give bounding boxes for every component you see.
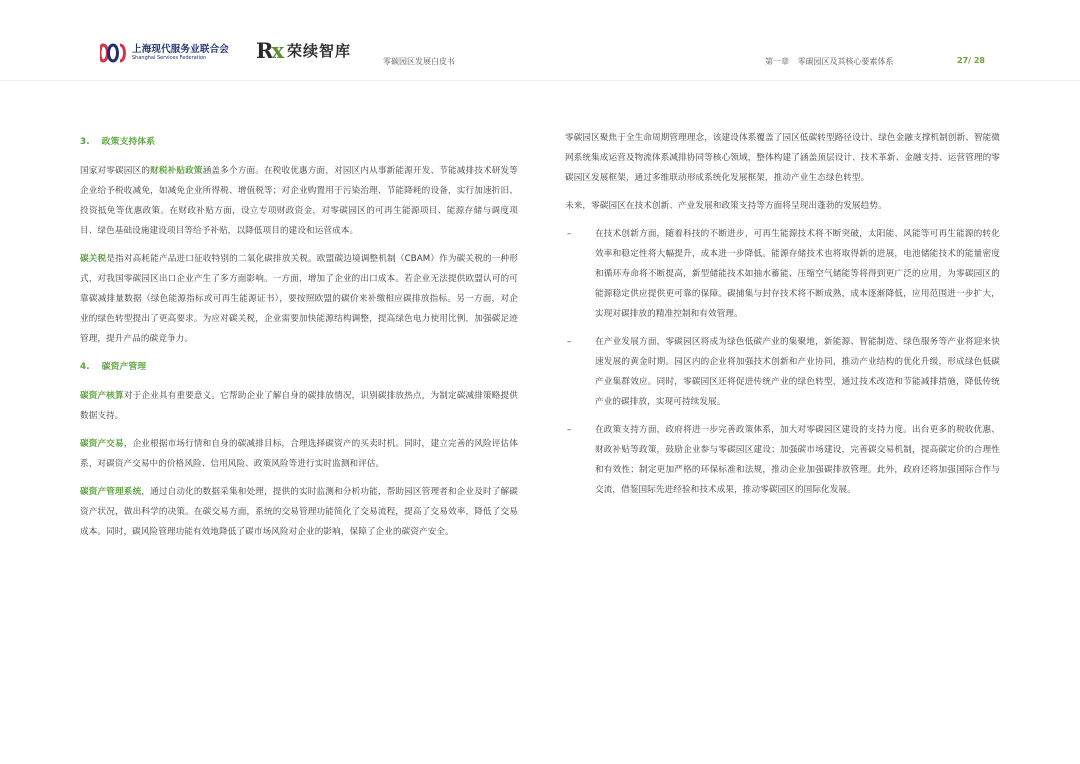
paragraph-lifecycle: 零碳园区聚焦于全生命周期管理理念，该建设体系覆盖了园区低碳转型路径设计、绿色金融支撑机制创新、智能微网系统集成运营及物流体系减排协同等核心领域，整体构建了涵盖顶层设计、技术革新、金融支持、运营管理的零碳园区发展框架，通过多维联动形成系统化发展框架，推动产业生态绿色转型。 — [565, 133, 1000, 183]
paragraph-carbon-trading: 碳资产交易，企业根据市场行情和自身的碳减排目标，合理选择碳资产的买卖时机。同时，建立完善的风险评估体系，对碳资产交易中的价格风险、信用风险、政策风险等进行实时监测和评估。 — [80, 439, 518, 469]
keyword-carbon-trading: 碳资产交易 — [80, 439, 124, 449]
header-divider — [0, 80, 1080, 81]
paragraph-fiscal-subsidy: 国家对零碳园区的财税补贴政策涵盖多个方面。在税收优惠方面，对园区内从事新能源开发、节能减排技术研发等企业给予税收减免，如减免企业所得税、增值税等；对企业购置用于污染治理、节能降耗的设备，实行加速折旧、投资抵免等优惠政策。在财政补贴方面，设立专项财政资金，对零碳园区的可再生能源项目、能源存储与调度项目、绿色基础设施建设项目等给予补贴，以降低项目的建设和运营成本。 — [80, 166, 518, 236]
page-number: 27/ 28 — [957, 56, 985, 65]
logo1-english-name: Shanghai Services Federation — [132, 55, 207, 62]
paragraph-carbon-system: 碳资产管理系统，通过自动化的数据采集和处理，提供的实时监测和分析功能，帮助园区管理者和企业及时了解碳资产状况，做出科学的决策。在碳交易方面，系统的交易管理功能简化了交易流程，提高了交易效率，降低了交易成本。同时，碳风险管理功能有效地降低了碳市场风险对企业的影响，保障了企业的碳资产安全。 — [80, 487, 518, 537]
paragraph-future-trends: 未来，零碳园区在技术创新、产业发展和政策支持等方面将呈现出蓬勃的发展趋势。 — [565, 201, 887, 211]
document-title: 零碳园区发展白皮书 — [383, 57, 455, 66]
paragraph-carbon-tariff: 碳关税是指对高耗能产品进口征收特别的二氧化碳排放关税。欧盟碳边境调整机制（CBAM）作为碳关税的一种形式，对我国零碳园区出口企业产生了多方面影响。一方面，增加了企业的出口成本。若企业无法提供欧盟认可的可靠碳减排量数据（绿色能源指标或可再生能源证书），要按照欧盟的碳价来补缴相应碳排放指标。另一方面，对企业的绿色转型提出了更高要求。为应对碳关税，企业需要加快能源结构调整，提高绿色电力使用比例，加强碳足迹管理，提升产品的碳竞争力。 — [80, 254, 518, 344]
rongxu-think-tank-logo — [256, 38, 351, 63]
chapter-title: 第一章 零碳园区及其核心要素体系 — [765, 57, 894, 66]
paragraph-carbon-accounting: 碳资产核算对于企业具有重要意义。它帮助企业了解自身的碳排放情况，识别碳排放热点，为制定碳减排策略提供数据支持。 — [80, 391, 518, 421]
list-item-policy-support: – 在政策支持方面，政府将进一步完善政策体系，加大对零碳园区建设的支持力度。出台更多的税收优惠、财政补贴等政策，鼓励企业参与零碳园区建设；加强碳市场建设，完善碳交易机制，提高碳定价的合理性和有效性；制定更加严格的环保标准和法规，推动企业加强碳排放管理。此外，政府还将加强国际合作与交流，借鉴国际先进经验和技术成果，推动零碳园区的国际化发展。 — [567, 425, 1000, 495]
list-item-industry-development: – 在产业发展方面，零碳园区将成为绿色低碳产业的集聚地，新能源、智能制造、绿色服务等产业将迎来快速发展的黄金时期。园区内的企业将加强技术创新和产业协同，推动产业结构的优化升级，形成绿色低碳产业集群效应。同时，零碳园区还将促进传统产业的绿色转型，通过技术改造和节能减排措施，降低传统产业的碳排放，实现可持续发展。 — [567, 337, 1000, 407]
section-heading-carbon-asset: 4. 碳资产管理 — [80, 362, 147, 372]
rx-logo-icon: Rx — [256, 38, 282, 63]
logo1-chinese-name: 上海现代服务业联合会 — [132, 43, 230, 55]
keyword-carbon-accounting: 碳资产核算 — [80, 391, 124, 401]
section-heading-policy: 3. 政策支持体系 — [80, 137, 156, 147]
keyword-fiscal-subsidy: 财税补贴政策 — [150, 166, 203, 176]
keyword-carbon-system: 碳资产管理系统 — [80, 487, 142, 497]
left-column — [80, 132, 518, 550]
page-header — [0, 0, 1080, 80]
keyword-carbon-tariff: 碳关税 — [80, 254, 107, 264]
shanghai-services-federation-logo — [100, 40, 229, 66]
logo2-name: 荣续智库 — [286, 42, 351, 60]
list-item-tech-innovation: – 在技术创新方面，随着科技的不断进步，可再生能源技术将不断突破，太阳能、风能等可再生能源的转化效率和稳定性将大幅提升，成本进一步降低。能源存储技术也将取得新的进展，电池储能技术的能量密度和循环寿命将不断提高，新型储能技术如抽水蓄能、压缩空气储能等将得到更广泛的应用，为零碳园区的能源稳定供应提供更可靠的保障。碳捕集与封存技术将不断成熟，成本逐渐降低，应用范围进一步扩大，实现对碳排放的精准控制和有效管理。 — [567, 229, 1000, 319]
federation-logo-icon — [100, 42, 126, 64]
right-column — [565, 128, 1000, 508]
